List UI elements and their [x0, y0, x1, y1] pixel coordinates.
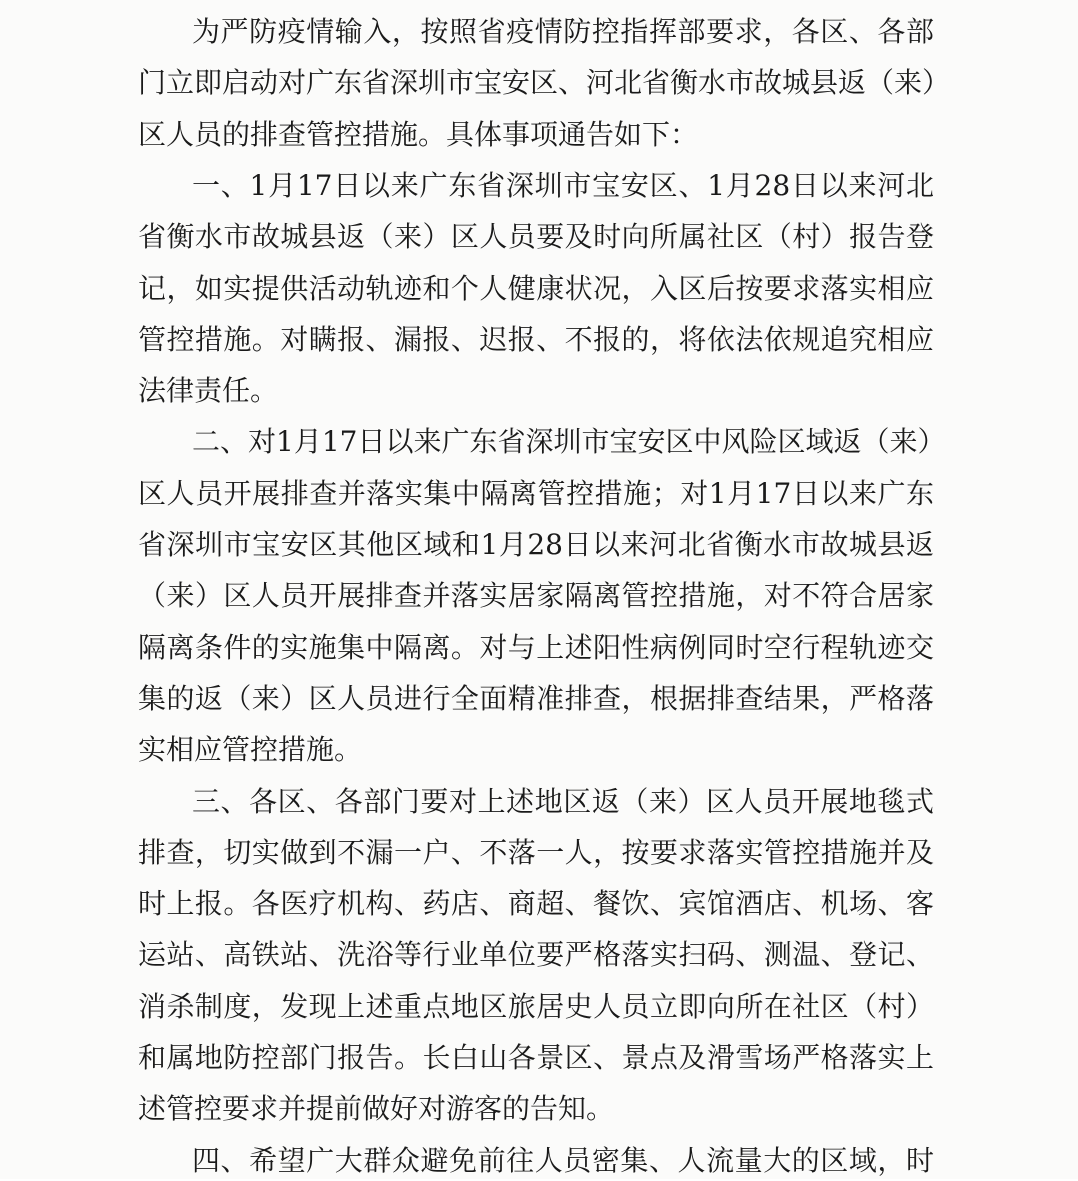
text-line: 省衡水市故城县返（来）区人员要及时向所属社区（村）报告登 — [138, 220, 934, 254]
text-line: 一、1月17日以来广东省深圳市宝安区、1月28日以来河北 — [192, 168, 934, 202]
text-line: 为严防疫情输入，按照省疫情防控指挥部要求，各区、各部 — [192, 15, 934, 48]
text-line: 实相应管控措施。 — [138, 733, 363, 767]
text-line: 隔离条件的实施集中隔离。对与上述阳性病例同时空行程轨迹交 — [138, 630, 934, 664]
text-line: 省深圳市宝安区其他区域和1月28日以来河北省衡水市故城县返 — [138, 528, 934, 561]
text-line: 二、对1月17日以来广东省深圳市宝安区中风险区域返（来） — [192, 425, 946, 459]
text-line: 述管控要求并提前做好对游客的告知。 — [138, 1092, 615, 1126]
text-line: 三、各区、各部门要对上述地区返（来）区人员开展地毯式 — [192, 784, 934, 818]
text-line: 区人员开展排查并落实集中隔离管控措施；对1月17日以来广东 — [138, 476, 934, 510]
text-line: 门立即启动对广东省深圳市宝安区、河北省衡水市故城县返（来） — [138, 66, 951, 100]
text-line: 集的返（来）区人员进行全面精准排查，根据排查结果，严格落 — [138, 681, 934, 715]
text-line: 区人员的排查管控措施。具体事项通告如下： — [138, 117, 699, 151]
text-line: 记，如实提供活动轨迹和个人健康状况，入区后按要求落实相应 — [138, 271, 934, 305]
text-line: 四、希望广大群众避免前往人员密集、人流量大的区域，时 — [192, 1143, 934, 1177]
text-line: 时上报。各医疗机构、药店、商超、餐饮、宾馆酒店、机场、客 — [138, 887, 934, 921]
text-line: 法律责任。 — [138, 374, 279, 408]
text-line: 运站、高铁站、洗浴等行业单位要严格落实扫码、测温、登记、 — [138, 938, 934, 972]
text-line: 消杀制度，发现上述重点地区旅居史人员立即向所在社区（村） — [138, 989, 934, 1023]
text-line: 排查，切实做到不漏一户、不落一人，按要求落实管控措施并及 — [138, 835, 934, 869]
text-line: （来）区人员开展排查并落实居家隔离管控措施，对不符合居家 — [138, 579, 934, 613]
text-line: 管控措施。对瞒报、漏报、迟报、不报的，将依法依规追究相应 — [138, 322, 934, 356]
text-line: 和属地防控部门报告。长白山各景区、景点及滑雪场严格落实上 — [138, 1041, 934, 1074]
